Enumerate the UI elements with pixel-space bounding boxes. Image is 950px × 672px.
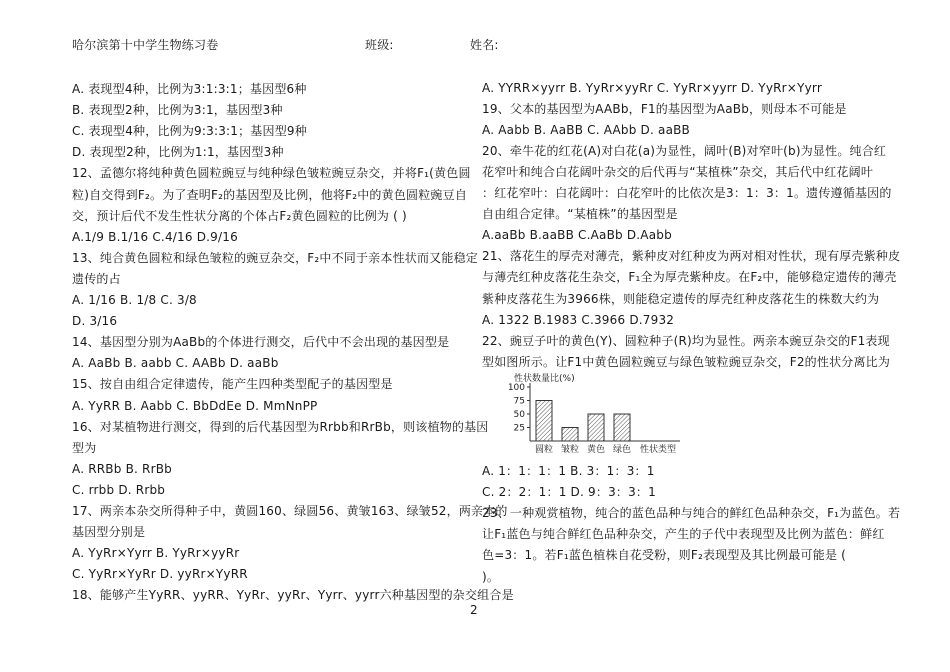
right-line-10: 与薄壳红种皮落花生杂交，F₁全为厚壳紫种皮。在F₂中，能够稳定遗传的薄壳 — [482, 270, 897, 285]
right-line-13: 22、豌豆子叶的黄色(Y)、圆粒种子(R)均为显性。两亲本豌豆杂交的F1表现 — [482, 333, 890, 348]
bar-3 — [588, 414, 604, 441]
right-line-12: A. 1322 B.1983 C.3966 D.7932 — [482, 312, 675, 327]
left-line-17: 16、对某植物进行测交，得到的后代基因型为Rrbb和RrBb，则该植物的基因 — [72, 419, 489, 434]
left-line-7: 交，预计后代不发生性状分离的个体占F₂黄色圆粒的比例为 ( ) — [72, 208, 407, 223]
left-line-9: 13、纯合黄色圆粒和绿色皱粒的豌豆杂交，F₂中不同于亲本性状而又能稳定 — [72, 250, 478, 265]
x-tick-label-2: 皱粒 — [560, 445, 580, 455]
school-title: 哈尔滨第十中学生物练习卷 — [72, 38, 219, 52]
left-line-16: A. YyRR B. Aabb C. BbDdEe D. MmNnPP — [72, 398, 318, 413]
right-bottom-line-2: C. 2：2：1：1 D. 9：3：3：1 — [482, 485, 656, 500]
left-line-2: B. 表现型2种，比例为3:1，基因型3种 — [72, 103, 283, 118]
x-tick-label-3: 黄色 — [586, 445, 606, 455]
right-line-11: 紫种皮落花生为3966株，则能稳定遗传的厚壳红种皮落花生的株数大约为 — [482, 291, 880, 306]
right-line-14: 型如图所示。让F1中黄色圆粒豌豆与绿色皱粒豌豆杂交，F2的性状分离比为 — [482, 354, 891, 369]
left-line-4: D. 表现型2种，比例为1:1，基因型3种 — [72, 145, 284, 160]
left-line-3: C. 表现型4种，比例为9:3:3:1；基因型9种 — [72, 124, 307, 139]
right-line-2: 19、父本的基因型为AABb，F1的基因型为AaBb，则母本不可能是 — [482, 102, 847, 117]
y-tick-label-25: 25 — [513, 423, 525, 434]
x-tick-label-4: 绿色 — [612, 445, 632, 455]
left-line-15: 15、按自由组合定律遗传，能产生四种类型配子的基因型是 — [72, 377, 393, 392]
right-bottom-line-3: 23、一种观赏植物，纯合的蓝色品种与纯合的鲜红色品种杂交，F₁为蓝色。若 — [482, 506, 901, 521]
chart-title: 性状数量比(%) — [514, 374, 575, 384]
right-bottom-line-1: A. 1：1：1：1 B. 3：1：3：1 — [482, 464, 655, 478]
left-line-20: C. rrbb D. Rrbb — [72, 482, 166, 497]
left-line-18: 型为 — [72, 440, 97, 455]
right-bottom-line-5: 色=3：1。若F₁蓝色植株自花受粉，则F₂表现型及其比例最可能是 ( — [482, 548, 847, 563]
y-tick-label-50: 50 — [513, 410, 525, 420]
trait-ratio-chart — [494, 371, 714, 455]
bar-4 — [614, 414, 630, 441]
class-label: 班级: — [365, 38, 394, 52]
left-line-1: A. 表现型4种，比例为3:1:3:1；基因型6种 — [72, 82, 307, 96]
left-line-13: 14、基因型分别为AaBb的个体进行测交，后代中不会出现的基因型是 — [72, 335, 450, 350]
left-line-8: A.1/9 B.1/16 C.4/16 D.9/16 — [72, 229, 238, 244]
left-line-10: 遗传的占 — [72, 271, 121, 286]
page-number: 2 — [470, 603, 478, 617]
right-bottom-line-6: )。 — [482, 569, 500, 584]
right-line-4: 20、牵牛花的红花(A)对白花(a)为显性，阔叶(B)对窄叶(b)为显性。纯合红 — [482, 144, 887, 159]
right-bottom-line-4: 让F₁蓝色与纯合鲜红色品种杂交，产生的子代中表现型及比例为蓝色：鲜红 — [482, 527, 885, 542]
x-axis-label: 性状类型 — [639, 445, 677, 455]
left-line-11: A. 1/16 B. 1/8 C. 3/8 — [72, 293, 197, 307]
left-line-23: A. YyRr×Yyrr B. YyRr×yyRr — [72, 546, 240, 561]
left-line-22: 基因型分别是 — [72, 525, 146, 540]
trait-ratio-chart-svg — [494, 371, 714, 455]
y-tick-label-75: 75 — [513, 396, 525, 407]
right-line-6: ：红花窄叶：白花阔叶：白花窄叶的比依次是3：1：3：1。遗传遵循基因的 — [482, 186, 892, 201]
right-line-1: A. YYRR×yyrr B. YyRr×yyRr C. YyRr×yyrr D. YyRr×Yyrr — [482, 81, 822, 95]
name-label: 姓名: — [470, 38, 499, 52]
left-line-5: 12、孟德尔将纯种黄色圆粒豌豆与纯种绿色皱粒豌豆杂交，并将F₁(黄色圆 — [72, 166, 471, 181]
right-line-8: A.aaBb B.aaBB C.AaBb D.Aabb — [482, 228, 672, 243]
right-line-5: 花窄叶和纯合白花阔叶杂交的后代再与“某植株”杂交，其后代中红花阔叶 — [482, 165, 874, 180]
right-line-7: 自由组合定律。“某植株”的基因型是 — [482, 207, 678, 222]
bar-2 — [562, 428, 578, 442]
left-line-14: A. AaBb B. aabb C. AABb D. aaBb — [72, 356, 279, 371]
left-line-21: 17、两亲本杂交所得种子中，黄圆160、绿圆56、黄皱163、绿皱52，两亲本的 — [72, 504, 508, 518]
bar-1 — [536, 401, 552, 442]
left-line-6: 粒)自交得到F₂。为了查明F₂的基因型及比例，他将F₂中的黄色圆粒豌豆自 — [72, 187, 468, 202]
left-line-24: C. YyRr×YyRr D. yyRr×YyRR — [72, 567, 248, 582]
right-line-9: 21、落花生的厚壳对薄壳，紫种皮对红种皮为两对相对性状，现有厚壳紫种皮 — [482, 249, 901, 264]
y-tick-label-100: 100 — [507, 383, 525, 393]
left-line-25: 18、能够产生YyRR、yyRR、YyRr、yyRr、Yyrr、yyrr六种基因型的杂交组合是 — [72, 588, 514, 603]
left-line-12: D. 3/16 — [72, 314, 118, 329]
left-line-19: A. RRBb B. RrBb — [72, 461, 172, 476]
right-line-3: A. Aabb B. AaBB C. AAbb D. aaBB — [482, 123, 690, 138]
x-tick-label-1: 圆粒 — [534, 445, 554, 455]
